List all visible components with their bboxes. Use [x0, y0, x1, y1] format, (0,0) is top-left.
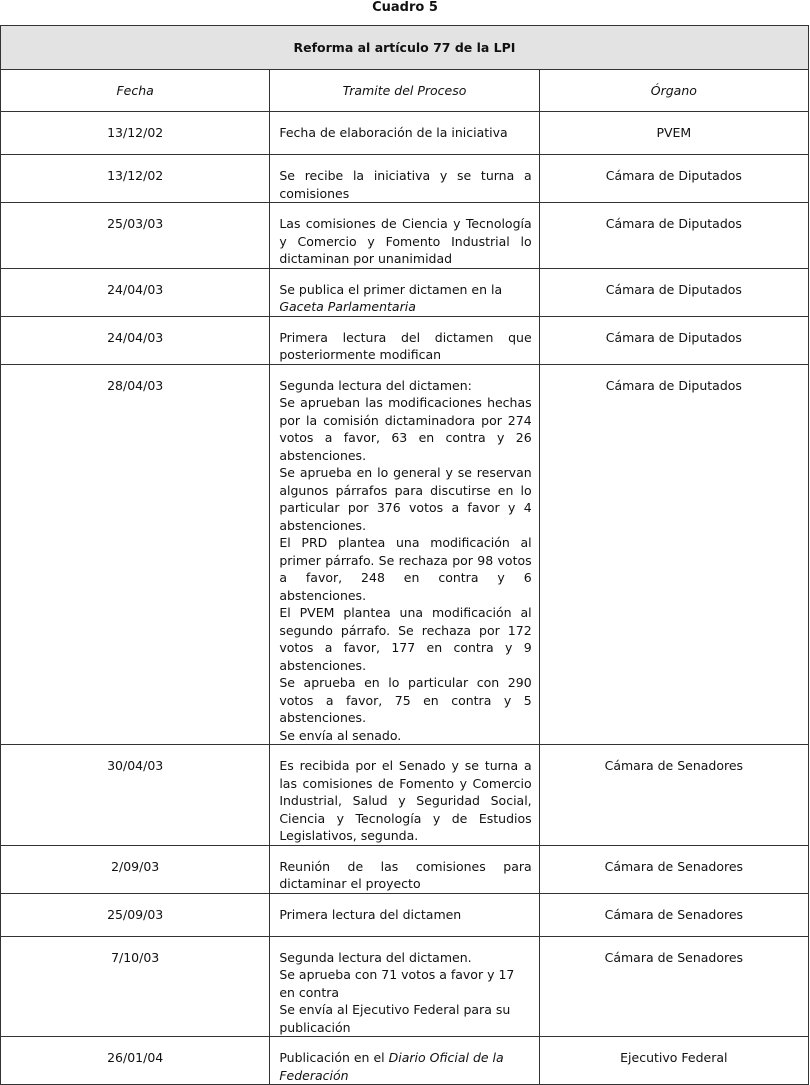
- tramite-line: Primera lectura del dictamen que posteriormente modifican: [279, 329, 532, 362]
- tramite-line: El PVEM plantea una modificación al segundo párrafo. Se rechaza por 172 votos a favor, 177 en contra y 9 abstenciones.: [279, 605, 532, 673]
- cell-organo: PVEM: [656, 125, 692, 140]
- cell-fecha: 2/09/03: [111, 858, 160, 874]
- cell-fecha: 7/10/03: [111, 949, 160, 965]
- publication-name: Gaceta Parlamentaria: [279, 299, 416, 314]
- cell-tramite: [270, 203, 538, 268]
- tramite-line: Las comisiones de Ciencia y Tecnología y Comercio y Fomento Industrial lo dictaminan por unanimidad: [279, 216, 532, 266]
- header-tramite: Tramite del Proceso: [270, 70, 539, 112]
- cell-fecha: 24/04/03: [107, 329, 164, 345]
- table-title: Reforma al artículo 77 de la LPI: [1, 26, 809, 70]
- table-row: [1, 155, 809, 203]
- tramite-text: Se publica el primer dictamen en la: [279, 281, 503, 297]
- cell-organo: Cámara de Diputados: [605, 216, 742, 231]
- tramite-line: Fecha de elaboración de la iniciativa: [279, 125, 508, 140]
- tramite-line: Se envía al senado.: [279, 727, 402, 743]
- tramite-line: Reunión de las comisiones para dictaminar el proyecto: [279, 858, 532, 891]
- header-fecha: Fecha: [1, 70, 270, 112]
- cell-tramite: [270, 846, 538, 893]
- tramite-line: Es recibida por el Senado y se turna a las comisiones de Fomento y Comercio Industrial, Salud y Seguridad Social, Ciencia y Tecnología y de Estudios Legislativos, segunda.: [279, 758, 532, 843]
- table-row: [1, 845, 809, 893]
- tramite-line: Se aprueba en lo general y se reservan algunos párrafos para discutirse en lo particular por 376 votos a favor y 4 abstenciones.: [279, 465, 532, 533]
- tramite-line: Segunda lectura del dictamen:: [279, 377, 472, 393]
- cell-organo: Cámara de Diputados: [605, 281, 742, 297]
- cell-fecha: 28/04/03: [107, 377, 164, 393]
- tramite-line: Primera lectura del dictamen: [279, 906, 462, 922]
- cell-tramite: [270, 365, 538, 745]
- cell-fecha: 13/12/02: [107, 168, 164, 183]
- table-row: [1, 268, 809, 316]
- cell-fecha: 25/03/03: [107, 216, 164, 231]
- cell-tramite: [270, 894, 538, 924]
- cell-organo: Ejecutivo Federal: [620, 1050, 728, 1065]
- cell-organo: Cámara de Senadores: [604, 758, 744, 773]
- cell-tramite: [270, 317, 538, 364]
- table-row: [1, 203, 809, 269]
- cell-organo: Cámara de Diputados: [605, 329, 742, 345]
- table-row: [1, 745, 809, 846]
- tramite-line: Se recibe la iniciativa y se turna a comisiones: [279, 168, 532, 201]
- cell-fecha: 13/12/02: [107, 125, 164, 140]
- cell-organo: Cámara de Senadores: [604, 858, 744, 874]
- cell-tramite: [270, 269, 538, 316]
- cell-tramite: [270, 155, 538, 202]
- table-row: [1, 316, 809, 364]
- table-row: [1, 364, 809, 745]
- tramite-line: El PRD plantea una modificación al primer párrafo. Se rechaza por 98 votos a favor, 248 en contra y 6 abstenciones.: [279, 535, 532, 603]
- cell-fecha: 24/04/03: [107, 281, 164, 297]
- cell-fecha: 30/04/03: [107, 758, 164, 773]
- table-header-row: [1, 70, 809, 112]
- cell-organo: Cámara de Diputados: [605, 377, 742, 393]
- header-organo: Órgano: [539, 70, 808, 112]
- cell-organo: Cámara de Senadores: [604, 906, 744, 922]
- cell-organo: Cámara de Senadores: [604, 949, 744, 965]
- table-row: [1, 112, 809, 155]
- table-row: [1, 936, 809, 1037]
- cell-fecha: 26/01/04: [107, 1050, 164, 1065]
- tramite-text: Publicación en el: [279, 1050, 389, 1065]
- table-caption: Cuadro 5: [372, 0, 438, 15]
- tramite-line: Se aprueba con 71 votos a favor y 17 en contra: [279, 967, 515, 1000]
- cell-tramite: [270, 1037, 538, 1084]
- cell-tramite: [270, 745, 538, 845]
- cell-tramite: [270, 112, 538, 142]
- tramite-line: Se envía al Ejecutivo Federal para su publicación: [279, 1002, 511, 1035]
- cell-fecha: 25/09/03: [107, 906, 164, 922]
- process-table: [0, 25, 809, 1085]
- tramite-line: Se aprueban las modificaciones hechas por la comisión dictaminadora por 274 votos a favor, 63 en contra y 26 abstenciones.: [279, 395, 532, 463]
- table-row: [1, 1037, 809, 1085]
- cell-organo: Cámara de Diputados: [605, 168, 742, 183]
- publication-name: Diario Oficial de la Federación: [279, 1050, 504, 1083]
- tramite-line: Segunda lectura del dictamen.: [279, 949, 472, 965]
- tramite-line: Se aprueba en lo particular con 290 votos a favor, 75 en contra y 5 abstenciones.: [279, 675, 532, 725]
- table-title-row: [1, 26, 809, 70]
- table-row: [1, 893, 809, 936]
- cell-tramite: [270, 937, 538, 1037]
